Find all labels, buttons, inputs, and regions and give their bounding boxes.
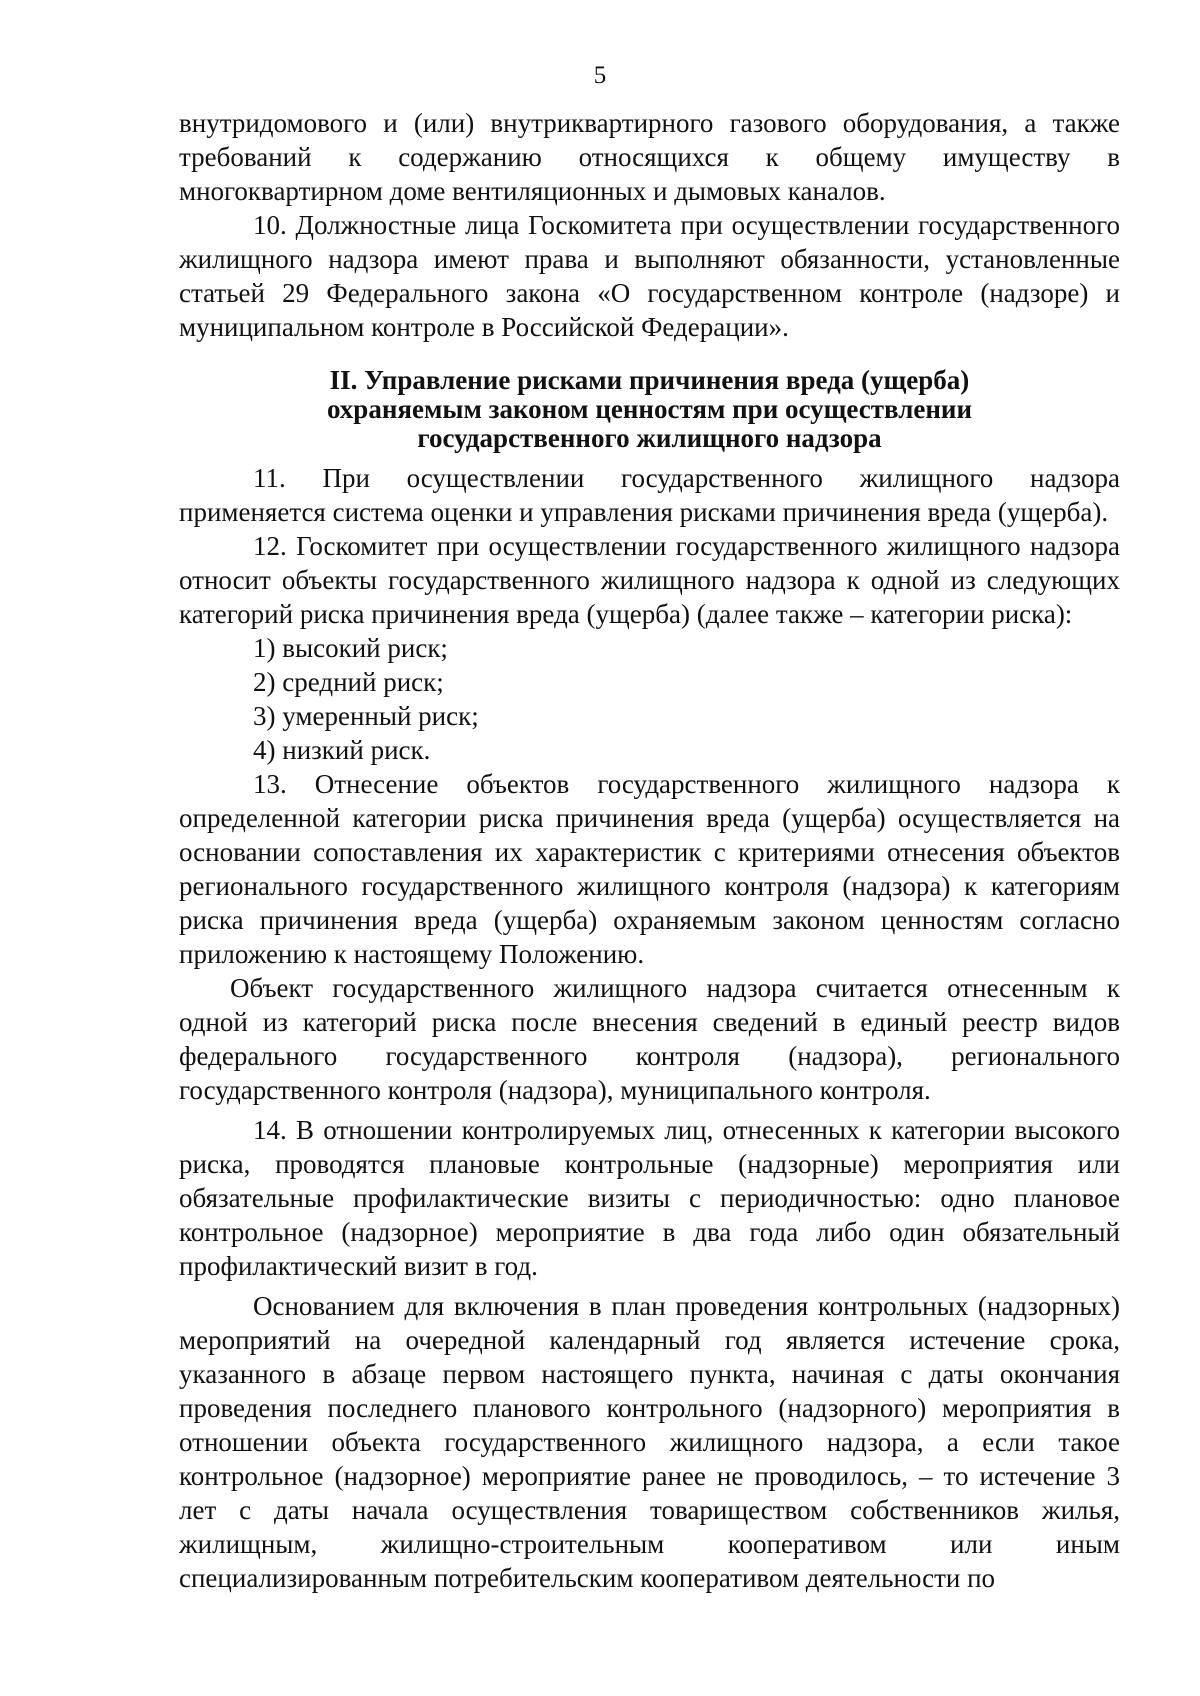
section-heading-line-1: II. Управление рисками причинения вреда (ущерба) <box>329 365 970 395</box>
paragraph-13: 13. Отнесение объектов государственного жилищного надзора к определенной категории риска причинения вреда (ущерба) осуществляется на основании сопоставления их характеристик с критериями отнесения объектов регионального государственного жилищного контроля (надзора) к категориям риска причинения вреда (ущерба) охраняемым законом ценностям согласно приложению к настоящему Положению. <box>179 769 1120 969</box>
paragraph-10: 10. Должностные лица Госкомитета при осуществлении государственного жилищного надзора имеют права и выполняют обязанности, установленные статьей 29 Федерального закона «О государственном контроле (надзоре) и муниципальном контроле в Российской Федерации». <box>179 210 1120 342</box>
section-heading <box>179 366 1120 453</box>
list-item: 1) высокий риск; <box>253 633 448 663</box>
paragraph-14-second: Основанием для включения в план проведения контрольных (надзорных) мероприятий на очередной календарный год является истечение срока, указанного в абзаце первом настоящего пункта, начиная с даты окончания проведения последнего планового контрольного (надзорного) мероприятия в отношении объекта государственного жилищного надзора, а если такое контрольное (надзорное) мероприятие ранее не проводилось, – то истечение 3 лет с даты начала осуществления товариществом собственников жилья, жилищным, жилищно-строительным кооперативом или иным специализированным потребительским кооперативом деятельности по <box>179 1291 1120 1593</box>
paragraph-intro: внутридомового и (или) внутриквартирного газового оборудования, а также требований к содержанию относящихся к общему имуществу в многоквартирном доме вентиляционных и дымовых каналов. <box>179 108 1120 206</box>
paragraph-12: 12. Госкомитет при осуществлении государственного жилищного надзора относит объекты государственного жилищного надзора к одной из следующих категорий риска причинения вреда (ущерба) (далее также – категории риска): <box>179 531 1120 629</box>
document-body <box>179 106 1120 1595</box>
list-item: 4) низкий риск. <box>253 735 431 765</box>
section-heading-line-3: государственного жилищного надзора <box>417 423 882 453</box>
section-heading-line-2: охраняемым законом ценностям при осуществлении <box>326 394 973 424</box>
list-item: 2) средний риск; <box>253 667 444 697</box>
list-item: 3) умеренный риск; <box>253 701 479 731</box>
page-number: 5 <box>593 62 607 89</box>
risk-category-list <box>179 631 1120 767</box>
paragraph-13-second: Объект государственного жилищного надзора считается отнесенным к одной из категорий риска после внесения сведений в единый реестр видов федерального государственного контроля (надзора), регионального государственного контроля (надзора), муниципального контроля. <box>179 973 1120 1105</box>
paragraph-14: 14. В отношении контролируемых лиц, отнесенных к категории высокого риска, проводятся плановые контрольные (надзорные) мероприятия или обязательные профилактические визиты с периодичностью: одно плановое контрольное (надзорное) мероприятие в два года либо один обязательный профилактический визит в год. <box>179 1115 1120 1281</box>
paragraph-11: 11. При осуществлении государственного жилищного надзора применяется система оценки и управления рисками причинения вреда (ущерба). <box>179 463 1120 527</box>
